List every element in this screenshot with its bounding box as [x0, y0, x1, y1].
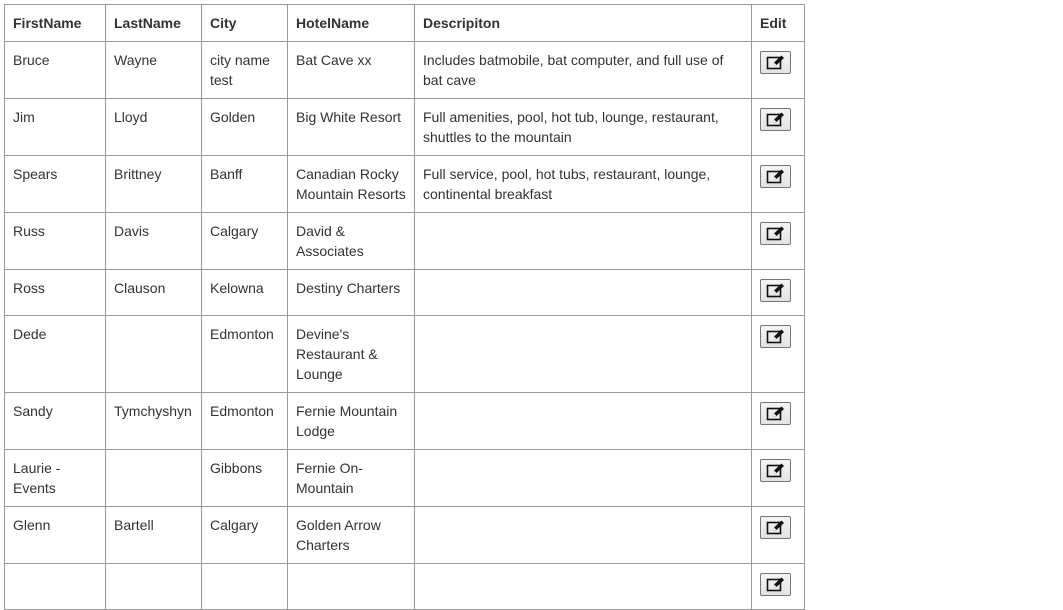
edit-icon: [766, 112, 785, 127]
cell-edit: [752, 564, 805, 610]
cell-firstname: Sandy: [5, 393, 106, 450]
table-row: [5, 564, 805, 610]
header-lastname: LastName: [106, 5, 202, 42]
edit-button[interactable]: [760, 516, 791, 539]
cell-firstname: Dede: [5, 316, 106, 393]
cell-description: [415, 564, 752, 610]
hotel-contacts-table: [4, 4, 805, 610]
cell-firstname: Laurie - Events: [5, 450, 106, 507]
table-row: [5, 507, 805, 564]
cell-city: Gibbons: [202, 450, 288, 507]
cell-firstname: Bruce: [5, 42, 106, 99]
cell-lastname: Wayne: [106, 42, 202, 99]
table-row: [5, 450, 805, 507]
cell-city: Calgary: [202, 507, 288, 564]
cell-lastname: Brittney: [106, 156, 202, 213]
cell-firstname: Ross: [5, 270, 106, 316]
cell-hotelname: [288, 564, 415, 610]
cell-city: Golden: [202, 99, 288, 156]
cell-edit: [752, 450, 805, 507]
cell-edit: [752, 42, 805, 99]
cell-description: Full amenities, pool, hot tub, lounge, restaurant, shuttles to the mountain: [415, 99, 752, 156]
cell-description: Full service, pool, hot tubs, restaurant, lounge, continental breakfast: [415, 156, 752, 213]
cell-description: [415, 270, 752, 316]
edit-button[interactable]: [760, 222, 791, 245]
cell-city: Calgary: [202, 213, 288, 270]
cell-city: city name test: [202, 42, 288, 99]
cell-description: Includes batmobile, bat computer, and full use of bat cave: [415, 42, 752, 99]
cell-hotelname: David & Associates: [288, 213, 415, 270]
cell-lastname: [106, 316, 202, 393]
cell-firstname: Russ: [5, 213, 106, 270]
edit-button[interactable]: [760, 402, 791, 425]
table-row: [5, 213, 805, 270]
cell-hotelname: Golden Arrow Charters: [288, 507, 415, 564]
edit-icon: [766, 329, 785, 344]
table-row: [5, 393, 805, 450]
cell-hotelname: Bat Cave xx: [288, 42, 415, 99]
edit-icon: [766, 406, 785, 421]
table-row: [5, 42, 805, 99]
cell-edit: [752, 213, 805, 270]
cell-hotelname: Destiny Charters: [288, 270, 415, 316]
cell-hotelname: Big White Resort: [288, 99, 415, 156]
cell-city: Edmonton: [202, 316, 288, 393]
cell-lastname: Clauson: [106, 270, 202, 316]
cell-firstname: Jim: [5, 99, 106, 156]
cell-hotelname: Canadian Rocky Mountain Resorts: [288, 156, 415, 213]
table-row: [5, 156, 805, 213]
table-header-row: [5, 5, 805, 42]
table-row: [5, 316, 805, 393]
edit-button[interactable]: [760, 573, 791, 596]
cell-edit: [752, 156, 805, 213]
cell-description: [415, 393, 752, 450]
edit-button[interactable]: [760, 51, 791, 74]
cell-lastname: [106, 450, 202, 507]
cell-lastname: [106, 564, 202, 610]
cell-edit: [752, 507, 805, 564]
edit-button[interactable]: [760, 325, 791, 348]
cell-lastname: Lloyd: [106, 99, 202, 156]
header-description: Descripiton: [415, 5, 752, 42]
cell-edit: [752, 270, 805, 316]
cell-firstname: Spears: [5, 156, 106, 213]
edit-icon: [766, 283, 785, 298]
cell-lastname: Bartell: [106, 507, 202, 564]
cell-hotelname: Fernie On-Mountain: [288, 450, 415, 507]
cell-description: [415, 316, 752, 393]
edit-icon: [766, 577, 785, 592]
edit-button[interactable]: [760, 459, 791, 482]
cell-city: Kelowna: [202, 270, 288, 316]
cell-description: [415, 213, 752, 270]
table-row: [5, 99, 805, 156]
edit-icon: [766, 226, 785, 241]
table-row: [5, 270, 805, 316]
edit-button[interactable]: [760, 279, 791, 302]
header-firstname: FirstName: [5, 5, 106, 42]
header-city: City: [202, 5, 288, 42]
cell-description: [415, 450, 752, 507]
header-edit: Edit: [752, 5, 805, 42]
cell-edit: [752, 99, 805, 156]
cell-lastname: Tymchyshyn: [106, 393, 202, 450]
edit-icon: [766, 463, 785, 478]
cell-city: [202, 564, 288, 610]
edit-button[interactable]: [760, 165, 791, 188]
cell-hotelname: Fernie Mountain Lodge: [288, 393, 415, 450]
header-hotelname: HotelName: [288, 5, 415, 42]
cell-hotelname: Devine's Restaurant & Lounge: [288, 316, 415, 393]
table-body: [5, 42, 805, 610]
edit-icon: [766, 169, 785, 184]
cell-city: Banff: [202, 156, 288, 213]
edit-icon: [766, 55, 785, 70]
cell-edit: [752, 316, 805, 393]
cell-firstname: Glenn: [5, 507, 106, 564]
cell-edit: [752, 393, 805, 450]
cell-description: [415, 507, 752, 564]
edit-button[interactable]: [760, 108, 791, 131]
cell-city: Edmonton: [202, 393, 288, 450]
cell-firstname: [5, 564, 106, 610]
edit-icon: [766, 520, 785, 535]
cell-lastname: Davis: [106, 213, 202, 270]
